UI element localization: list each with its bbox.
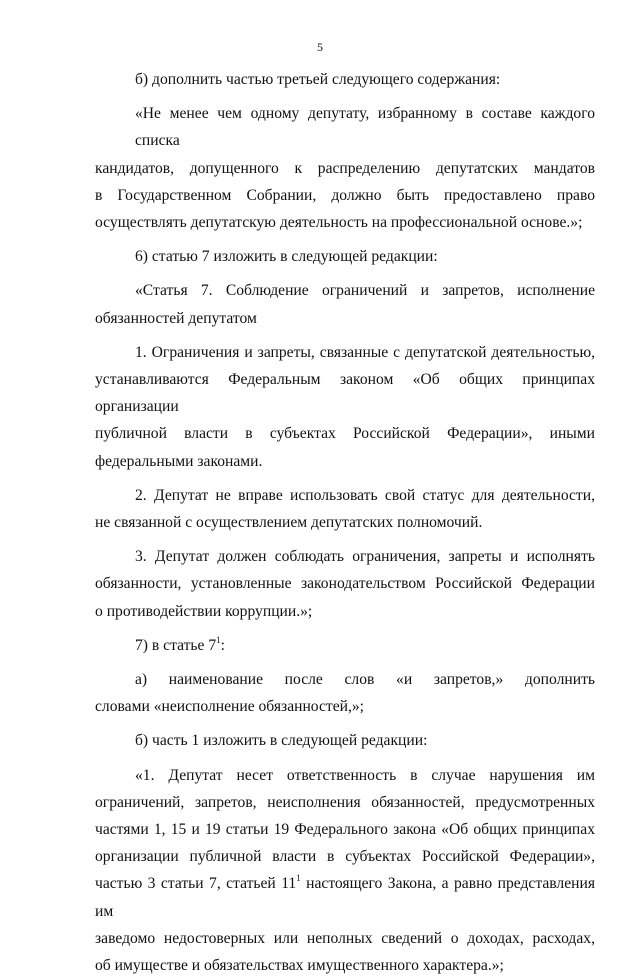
paragraph [95, 339, 595, 475]
text-line: организации публичной власти в субъектах Российской Федерации», [95, 848, 595, 866]
text-line: устанавливаются Федеральным законом «Об общих принципах организации [95, 371, 595, 416]
text-line: в Государственном Собрании, должно быть предоставлено право [95, 186, 595, 204]
superscript: 1 [296, 873, 301, 884]
text-line: 6) статью 7 изложить в следующей редакции: [135, 248, 438, 266]
text-line: частями 1, 15 и 19 статьи 19 Федерального закона «Об общих принципах [95, 821, 595, 839]
text-line: не связанной с осуществлением депутатских полномочий. [95, 514, 483, 532]
page-number: 5 [317, 40, 323, 54]
text-line: «Статья 7. Соблюдение ограничений и запретов, исполнение [135, 282, 595, 300]
text-line [95, 632, 595, 659]
text-line: кандидатов, допущенного к распределению депутатских мандатов [95, 159, 595, 177]
paragraph [95, 243, 595, 270]
text-line: заведомо недостоверных или неполных сведений о доходах, расходах, [95, 929, 595, 947]
text-line: 3. Депутат должен соблюдать ограничения, запреты и исполнять [135, 548, 595, 566]
paragraph [95, 482, 595, 536]
text-line: федеральными законами. [95, 452, 263, 470]
text-line: б) часть 1 изложить в следующей редакции: [135, 732, 428, 750]
text-line: публичной власти в субъектах Российской Федерации», иными [95, 425, 595, 443]
text-run: 7) в статье 7 [135, 636, 217, 654]
paragraph [95, 277, 595, 331]
text-line: «1. Депутат несет ответственность в случае нарушения им [135, 766, 595, 784]
text-line: об имуществе и обязательствах имущественного характера.»; [95, 957, 504, 975]
text-line [95, 870, 595, 924]
text-line: осуществлять депутатскую деятельность на профессиональной основе.»; [95, 214, 583, 232]
text-line: обязанностей депутатом [95, 309, 257, 327]
paragraph [95, 66, 595, 93]
text-line: 1. Ограничения и запреты, связанные с депутатской деятельностью, [135, 343, 595, 361]
text-line: словами «неисполнение обязанностей,»; [95, 698, 365, 716]
text-line: 2. Депутат не вправе использовать свой статус для деятельности, [135, 486, 595, 504]
paragraph [95, 100, 595, 236]
paragraph [95, 632, 595, 659]
document-body [95, 66, 595, 979]
paragraph [95, 666, 595, 720]
text-line: «Не менее чем одному депутату, избранному в составе каждого списка [135, 105, 595, 150]
text-line: а) наименование после слов «и запретов,» дополнить [135, 671, 595, 689]
text-run: настоящего Закона, а равно представления им [95, 875, 595, 920]
paragraph [95, 543, 595, 625]
paragraph [95, 762, 595, 979]
superscript: 1 [216, 634, 221, 645]
text-run: частью 3 статьи 7, статьей 11 [95, 875, 297, 893]
text-line: ограничений, запретов, неисполнения обязанностей, предусмотренных [95, 793, 595, 811]
text-line: о противодействии коррупции.»; [95, 602, 313, 620]
text-line: обязанности, установленные законодательством Российской Федерации [95, 575, 595, 593]
paragraph [95, 727, 595, 754]
text-run: : [220, 636, 225, 654]
text-line: б) дополнить частью третьей следующего содержания: [135, 71, 501, 88]
